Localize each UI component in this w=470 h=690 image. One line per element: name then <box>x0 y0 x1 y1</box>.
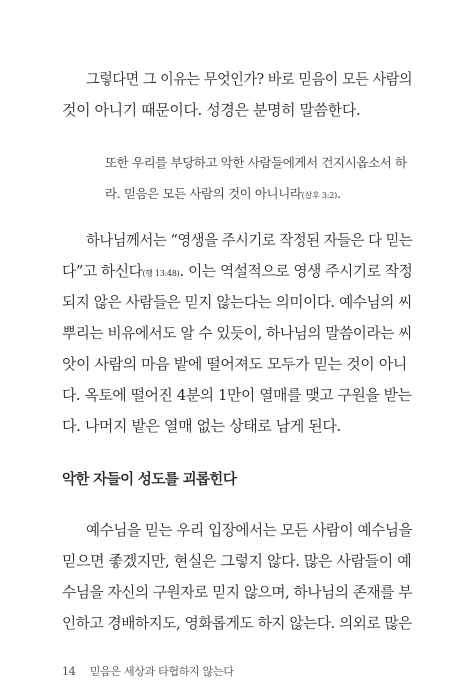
paragraph2-line5: 앗이 사람의 마음 밭에 떨어져도 모두가 믿는 것이 아니 <box>62 355 407 373</box>
body-line <box>62 385 412 405</box>
body-line <box>62 582 412 602</box>
body-line <box>62 100 360 120</box>
body-line <box>86 230 412 250</box>
body-line <box>62 551 411 571</box>
page-number: 14 <box>62 665 76 678</box>
body-line <box>62 323 412 343</box>
block-quote-line <box>105 154 407 172</box>
quote-line2-end: . <box>337 186 341 201</box>
paragraph2-line6: 다. 옥토에 떨어진 4분의 1만이 열매를 맺고 구원을 받는 <box>62 386 412 404</box>
body-line <box>62 354 407 374</box>
paragraph2-line2a: 다”고 하신다 <box>62 262 143 280</box>
body-line <box>86 520 412 540</box>
paragraph2-line2b: . 이는 역설적으로 영생 주시기로 작정 <box>179 262 413 280</box>
body-line <box>62 261 412 284</box>
quote-line1: 또한 우리를 부당하고 악한 사람들에게서 건지시옵소서 하 <box>105 155 407 170</box>
body-line <box>62 416 341 436</box>
section-heading: 악한 자들이 성도를 괴롭힌다 <box>62 472 237 488</box>
scripture-reference: (살후 3:2) <box>301 191 338 200</box>
paragraph1-line1: 그렇다면 그 이유는 무엇인가? 바로 믿음이 모든 사람의 <box>86 70 413 88</box>
paragraph2-line4: 뿌리는 비유에서도 알 수 있듯이, 하나님의 말씀이라는 씨 <box>62 324 413 342</box>
scripture-reference: (행 13:48) <box>142 269 180 278</box>
paragraph3-line2: 믿으면 좋겠지만, 현실은 그렇지 않다. 많은 사람들이 예 <box>62 552 412 570</box>
paragraph2-line3: 되지 않은 사람들은 믿지 않는다는 의미이다. 예수님의 씨 <box>62 293 413 311</box>
block-quote-line <box>105 185 341 205</box>
paragraph1-line2: 것이 아니기 때문이다. 성경은 분명히 말씀한다. <box>62 101 361 119</box>
body-line <box>62 292 412 312</box>
quote-line2-text: 라. 믿음은 모든 사람의 것이 아니니라 <box>105 186 302 201</box>
body-line <box>86 69 413 89</box>
paragraph3-line1: 예수님을 믿는 우리 입장에서는 모든 사람이 예수님을 <box>86 521 413 539</box>
body-line <box>62 613 412 633</box>
page-footer <box>62 663 234 679</box>
paragraph3-line4: 인하고 경배하지도, 영화롭게도 하지 않는다. 의외로 많은 <box>62 614 413 632</box>
paragraph2-line1: 하나님께서는 “영생을 주시기로 작정된 자들은 다 믿는 <box>86 231 413 249</box>
paragraph2-line7: 다. 나머지 밭은 열매 없는 상태로 남게 된다. <box>62 417 341 435</box>
running-title: 믿음은 세상과 타협하지 않는다 <box>89 665 234 678</box>
paragraph3-line3: 수님을 자신의 구원자로 믿지 않으며, 하나님의 존재를 부 <box>62 583 413 601</box>
